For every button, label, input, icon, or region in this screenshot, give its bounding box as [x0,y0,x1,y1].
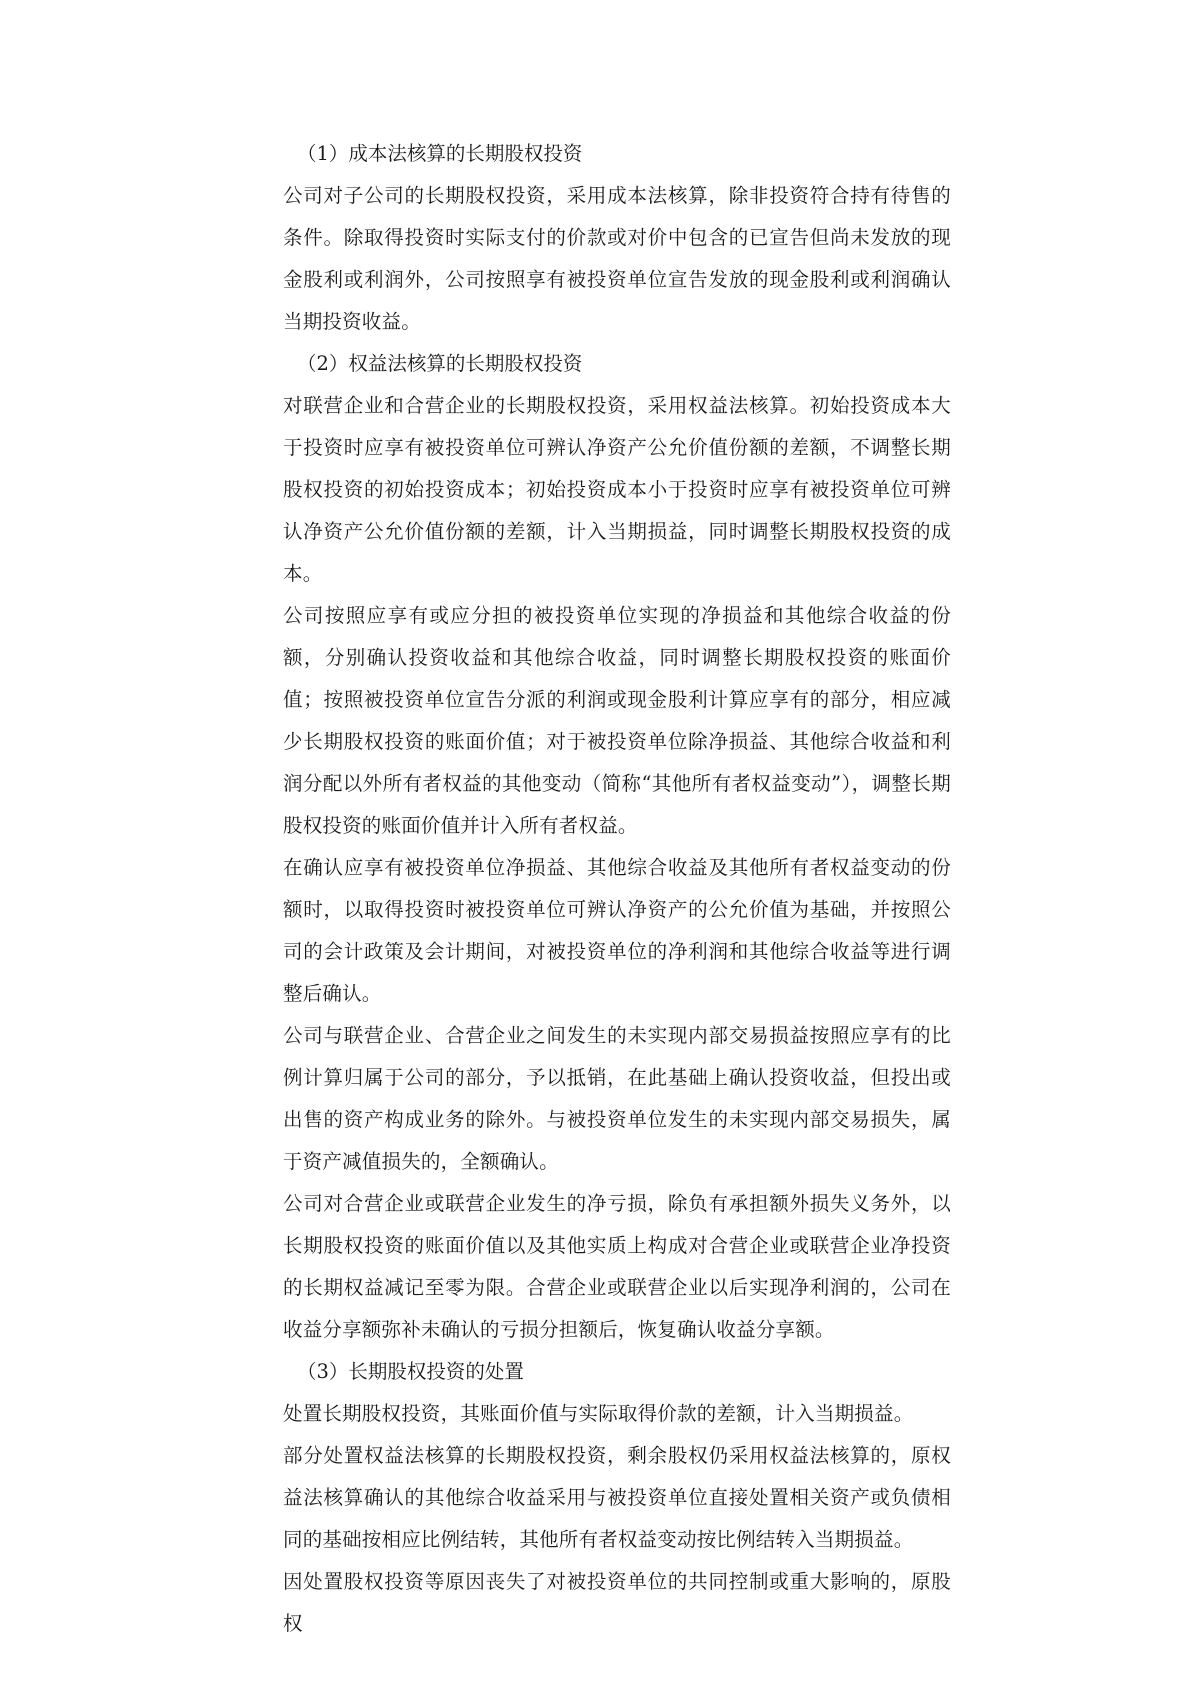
paragraph-partial-disposal: 部分处置权益法核算的长期股权投资，剩余股权仍采用权益法核算的，原权益法核算确认的其他综合收益采用与被投资单位直接处置相关资产或负债相同的基础按相应比例结转，其他所有者权益变动按比例结转入当期损益。 [283,1444,951,1551]
document-body [283,133,951,1645]
paragraph-equity-method-share-recognition: 公司按照应享有或应分担的被投资单位实现的净损益和其他综合收益的份额，分别确认投资收益和其他综合收益，同时调整长期股权投资的账面价值；按照被投资单位宣告分派的利润或现金股利计算应享有的部分，相应减少长期股权投资的账面价值；对于被投资单位除净损益、其他综合收益和利润分配以外所有者权益的其他变动（简称“其他所有者权益变动”），调整长期股权投资的账面价值并计入所有者权益。 [283,604,951,837]
paragraph-equity-method-initial-cost: 对联营企业和合营企业的长期股权投资，采用权益法核算。初始投资成本大于投资时应享有被投资单位可辨认净资产公允价值份额的差额，不调整长期股权投资的初始投资成本；初始投资成本小于投资时应享有被投资单位可辨认净资产公允价值份额的差额，计入当期损益，同时调整长期股权投资的成本。 [283,394,951,585]
paragraph-loss-of-significant-influence: 因处置股权投资等原因丧失了对被投资单位的共同控制或重大影响的，原股权 [283,1570,951,1635]
paragraph-disposal-difference: 处置长期股权投资，其账面价值与实际取得价款的差额，计入当期损益。 [283,1402,914,1425]
paragraph-net-loss-limit: 公司对合营企业或联营企业发生的净亏损，除负有承担额外损失义务外，以长期股权投资的账面价值以及其他实质上构成对合营企业或联营企业净投资的长期权益减记至零为限。合营企业或联营企业以后实现净利润的，公司在收益分享额弥补未确认的亏损分担额后，恢复确认收益分享额。 [283,1192,951,1341]
section-heading-disposal: （3）长期股权投资的处置 [297,1360,524,1383]
paragraph-cost-method: 公司对子公司的长期股权投资，采用成本法核算，除非投资符合持有待售的条件。除取得投资时实际支付的价款或对价中包含的已宣告但尚未发放的现金股利或利润外，公司按照享有被投资单位宣告发放的现金股利或利润确认当期投资收益。 [283,184,951,333]
paragraph-equity-method-fair-value-basis: 在确认应享有被投资单位净损益、其他综合收益及其他所有者权益变动的份额时，以取得投资时被投资单位可辨认净资产的公允价值为基础，并按照公司的会计政策及会计期间，对被投资单位的净利润和其他综合收益等进行调整后确认。 [283,856,951,1005]
paragraph-unrealized-internal-transactions: 公司与联营企业、合营企业之间发生的未实现内部交易损益按照应享有的比例计算归属于公司的部分，予以抵销，在此基础上确认投资收益，但投出或出售的资产构成业务的除外。与被投资单位发生的未实现内部交易损失，属于资产减值损失的，全额确认。 [283,1024,951,1173]
section-heading-cost-method: （1）成本法核算的长期股权投资 [297,142,583,165]
section-heading-equity-method: （2）权益法核算的长期股权投资 [297,352,583,375]
